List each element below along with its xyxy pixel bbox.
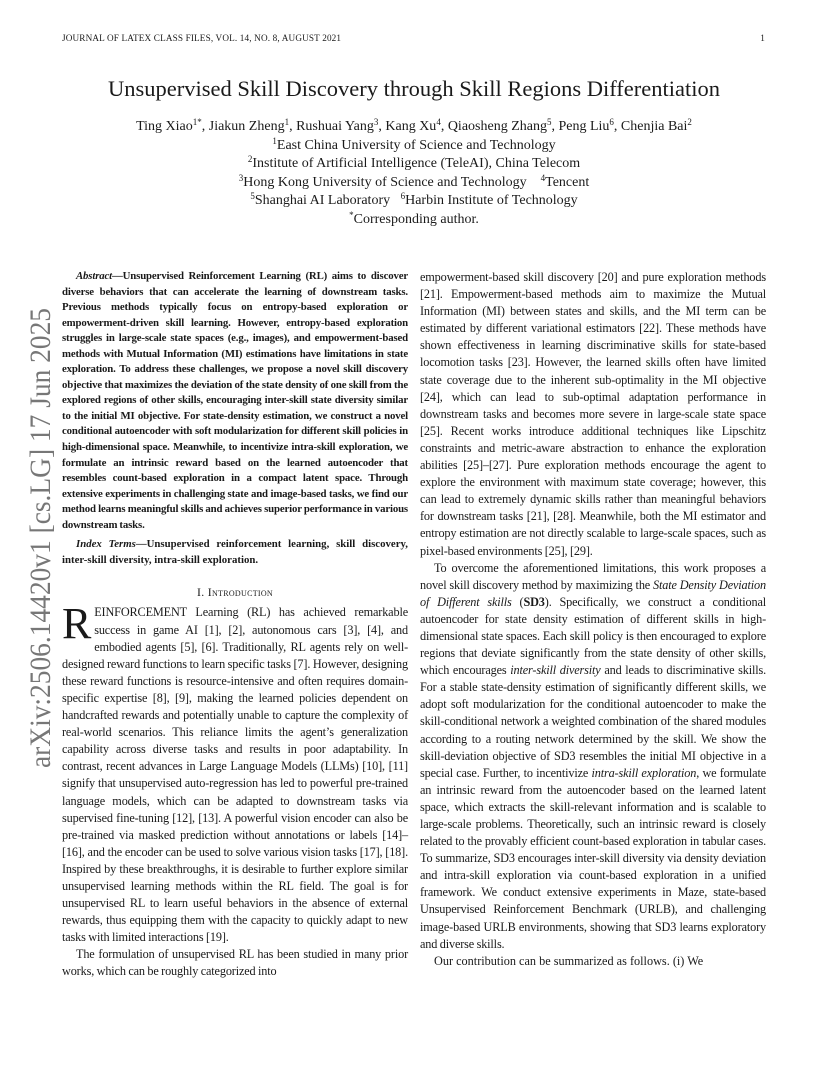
author-mark: 6 [609,117,614,127]
affiliation-line [0,174,828,193]
section-heading: I. Introduction [196,585,274,600]
intra-skill-term: intra-skill exploration [591,765,697,780]
affiliation-line [0,192,828,211]
p3-text-a: To overcome the aforementioned limitations, this work proposes a novel skill discovery method by maximizing the [420,560,766,592]
affiliation: Tencent [545,174,590,190]
running-header [62,33,765,47]
affiliation: Institute of Artificial Intelligence (TeleAI), China Telecom [252,156,581,171]
corresponding-note [0,211,828,230]
author-block [0,118,828,229]
author-mark: 1* [192,117,202,127]
author: Jiakun Zheng [208,119,285,134]
inter-skill-term: inter-skill diversity [510,663,601,678]
right-column [420,269,766,970]
p3-text-c: and leads to discriminative skills. For a stable state-density estimation of significantly different skills, we adopt soft modularization for the conditional autoencoder to make the skill-conditional network a weighted combination of the shared modules according to a routing network determined by the skill. We show the skill-deviation objective of SD3 resembles the initial MI objective in a special case. Further, to incentivize [420,663,767,780]
corresponding-mark: * [349,209,354,220]
author: Rushuai Yang [296,119,374,134]
intro-paragraph-2-cont: empowerment-based skill discovery [20] and pure exploration methods [21]. Empowerment-based methods aim to maximize the Mutual Information (MI) between states and skills, and the MI term can be estimated by different variational estimators [22]. These methods have shown effectiveness in learning discriminative skills for state-based locomotion tasks [23]. However, the learned skills often have limited state coverage due to the inherent sub-optimality in the MI objective [24], which can lead to sub-optimal adaptation performance in downstream tasks and becomes more severe in large-scale state space [25]. Recent works introduce additional techniques like Lipschitz constraints and metric-aware abstraction to enhance the exploration abilities [25]–[27]. Pure exploration methods encourage the agent to explore the environment with maximum state coverage; however, this can lead to extremely dynamic skills rather than meaningful behaviors for downstream tasks [21], [28]. Meanwhile, both the MI estimator and entropy estimation are not directly scalable to large-scale spaces, such as pixel-based environments [25], [29]. [420,270,766,558]
affiliation: Harbin Institute of Technology [405,193,578,208]
sd3-full-name: State Density Deviation of Different skills [420,577,766,609]
author: Peng Liu [558,119,610,134]
affiliation-mark: 4 [540,172,546,183]
affiliation-mark: 3 [238,172,244,183]
intro-paragraph-2-start: The formulation of unsupervised RL has been studied in many prior works, which can be roughly categorized into [62,947,408,979]
paper-title: Unsupervised Skill Discovery through Skill Regions Differentiation [107,76,720,101]
author: Ting Xiao [136,119,193,134]
arxiv-stamp [6,305,66,770]
affiliation-line [0,137,828,156]
index-terms [62,537,408,568]
p3-text-d: , we formulate an intrinsic reward from the autoencoder based on the learned latent space, which extracts the skill-relevant information and is scalable to large-scale problems. Theoretically, such an intrinsic reward is closely related to the provably efficient count-based exploration in tabular cases. To summarize, SD3 encourages inter-skill diversity via density deviation and intra-skill exploration via count-based exploration in a unified framework. We conduct extensive experiments in Maze, state-based Unsupervised Reinforcement Benchmark (URLB), and challenging image-based URLB environments, showing that SD3 learns exploratory and diverse skills. [420,765,766,951]
index-terms-label: Index Terms [76,538,136,551]
intro-paragraph-1-text: EINFORCEMENT Learning (RL) has achieved remarkable success in game AI [1], [2], autonomous cars [3], [4], and embodied agents [5], [6]. Traditionally, RL agents rely on well-designed reward functions to learn specific tasks [7]. However, designing these reward functions is resource-intensive and often requires domain-specific expertise [8], [9], making the learned policies dependent on handcrafted rewards and potentially unable to capture the complexity of real-world scenarios. This reliance limits the agent’s generalization capability across diverse tasks and results in poor adaptability. In contrast, recent advances in Large Language Models (LLMs) [10], [11] signify that unsupervised auto-regression has led to powerful pre-trained language models, which can be adapted to downstream tasks via supervised fine-tuning [12], [13]. A powerful vision encoder can also be pre-trained via masked prediction without annotations or labels [14]–[16], and the encoder can be used to solve various vision tasks [17], [18]. Inspired by these breakthroughs, it is desirable to further explore similar unsupervised learning methods within the RL field. The goal is for unsupervised RL to learn useful behaviors in the absence of external rewards, thus equipping them with the capacity to quickly adapt to new tasks with limited interactions [19]. [62,605,408,945]
affiliation: Shanghai AI Laboratory [254,193,391,208]
corresponding-text: Corresponding author. [353,211,479,227]
affiliation-mark: 2 [247,154,253,164]
author-list: Ting Xiao$^{1*}$, Jiakun Zheng$^1$, Rushuai Yang$^3$, Kang Xu$^4$, Qiaosheng Zhang$^5$, Peng Liu$^6$, Chenjia Bai$^2$ [136,117,692,134]
affiliation: East China University of Science and Technology [276,137,556,153]
abstract-label: Abstract [76,270,112,282]
index-terms-text: —Unsupervised reinforcement learning, skill discovery, inter-skill diversity, intra-skill exploration. [62,538,408,566]
author-mark: 1 [284,117,290,127]
left-column [62,269,408,981]
sd3-abbr: SD3 [523,594,545,609]
arxiv-identifier: arXiv:2506.14420v1 [cs.LG] 17 Jun 2025 [25,305,57,768]
drop-cap: R [62,599,92,649]
abstract [62,269,408,533]
p3-text-b: ). Specifically, we construct a conditional autoencoder for state density estimation of different skills in high-dimensional state spaces. Each skill policy is then encouraged to explore regions that deviate significantly from the state density of other skills, which encourages [420,594,766,678]
author: Chenjia Bai [620,119,688,134]
page-number: 1 [760,33,765,43]
abstract-text: —Unsupervised Reinforcement Learning (RL) aims to discover diverse behaviors that can accelerate the learning of downstream tasks. Previous methods typically focus on entropy-based exploration or empowerment-driven skill learning. However, entropy-based exploration struggles in large-scale state spaces (e.g., images), and empowerment-based methods with Mutual Information (MI) estimations have limitations in state exploration. To address these challenges, we propose a novel skill discovery objective that maximizes the deviation of the state density of one skill from the explored regions of other skills, encouraging inter-skill state diversity similar to the initial MI objective. For state-density estimation, we construct a novel conditional autoencoder with soft modularization for different skill policies in high-dimensional space. Meanwhile, to incentivize intra-skill exploration, we formulate an intrinsic reward based on the learned autoencoder that resembles count-based exploration in a compact latent space. Through extensive experiments in challenging state and image-based tasks, we find our method learns meaningful skills and achieves superior performance in various downstream tasks. [62,270,408,531]
affiliation-mark: 5 [250,191,255,201]
author-mark: 4 [436,117,441,127]
affiliation-line [0,155,828,174]
author: Kang Xu [385,119,437,134]
author-mark: 2 [687,117,692,127]
intro-paragraph-4-start: Our contribution can be summarized as follows. (i) We [434,953,704,968]
author-mark: 5 [546,117,552,127]
affiliation: Hong Kong University of Science and Technology [243,174,527,190]
affiliation-mark: 1 [272,135,277,146]
journal-line: JOURNAL OF LATEX CLASS FILES, VOL. 14, NO. 8, AUGUST 2021 [62,33,342,43]
intro-paragraph-3: To overcome the aforementioned limitations, this work proposes a novel skill discovery method by maximizing the State Density Deviation of Different skills (SD3). Specifically, we construct a conditional autoencoder for state density estimation of different skills in high-dimensional state spaces. Each skill policy is then encouraged to explore regions that deviate significantly from the state density of other skills, which encourages inter-skill diversity and leads to discriminative skills. For a stable state-density estimation of significantly different skills, we adopt soft modularization for the conditional autoencoder to make the skill-conditional network a weighted combination of the shared modules according to a routing network determined by the skill. We show the skill-deviation objective of SD3 resembles the initial MI objective in a special case. Further, to incentivize intra-skill exploration, we formulate an intrinsic reward from the autoencoder based on the learned latent space, which extracts the skill-relevant information and is scalable to large-scale problems. Theoretically, such an intrinsic reward is closely related to the provably efficient count-based exploration in tabular cases. To summarize, SD3 encourages inter-skill diversity via density deviation and intra-skill exploration via count-based exploration in a unified framework. We conduct extensive experiments in Maze, state-based Unsupervised Reinforcement Benchmark (URLB), and challenging image-based URLB environments, showing that SD3 learns exploratory and diverse skills. [420,560,767,951]
intro-paragraph-1 [62,599,408,946]
author: Qiaosheng Zhang [447,119,547,134]
affiliation-mark: 6 [400,191,406,201]
author-mark: 3 [373,117,379,127]
